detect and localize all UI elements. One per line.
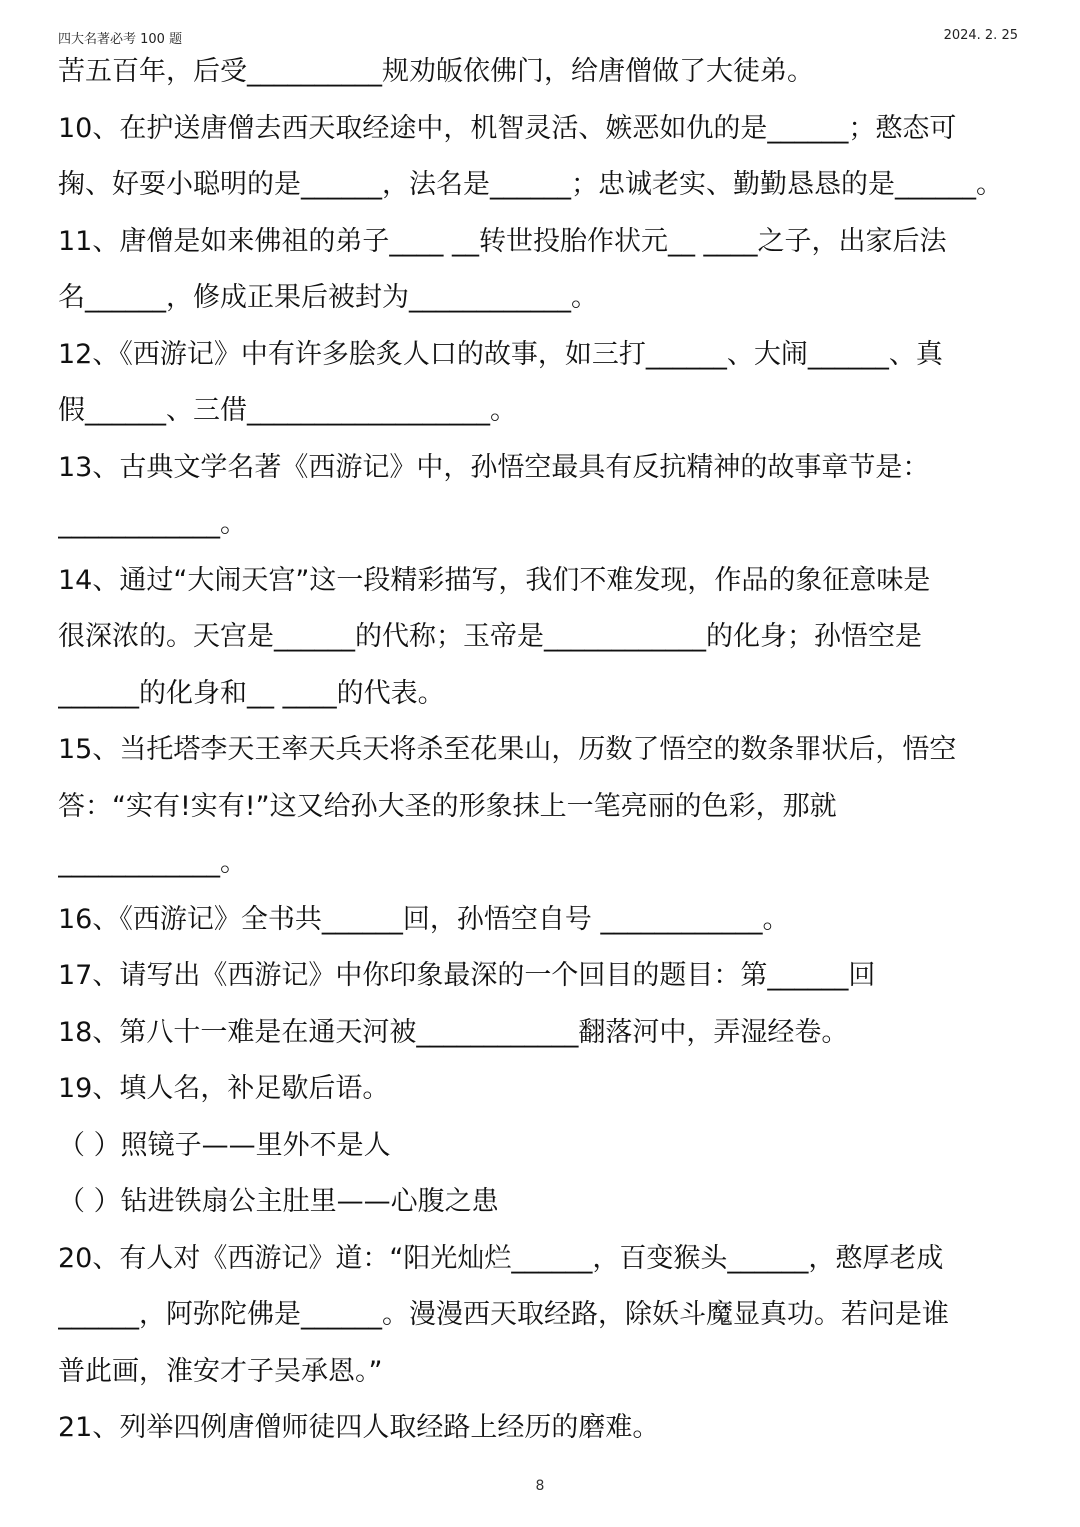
answer-blank-line: ____________。: [58, 847, 247, 878]
xiehouyu-item: （ ）钻进铁扇公主肚里——心腹之患: [58, 1186, 499, 1217]
question-17-line: 17、请写出《西游记》中你印象最深的一个回目的题目：第______回: [58, 960, 876, 991]
question-15-line: 15、当托塔李天王率天兵天将杀至花果山，历数了悟空的数条罪状后，悟空: [58, 734, 957, 765]
question-10-line: 10、在护送唐僧去西天取经途中，机智灵活、嫉恶如仇的是______；憨态可: [58, 112, 957, 144]
question-body: [58, 44, 1033, 1457]
question-19-line: 19、填人名，补足歇后语。: [58, 1073, 390, 1104]
question-12-line: 12、《西游记》中有许多脍炙人口的故事，如三打______、大闹______、真: [58, 338, 943, 370]
text-line: 名______，修成正果后被封为____________。: [58, 282, 598, 313]
question-18-line: 18、第八十一难是在通天河被____________翻落河中，弄湿经卷。: [58, 1016, 849, 1048]
question-16-line: 16、《西游记》全书共______回，孙悟空自号 ____________。: [58, 903, 790, 935]
question-13-line: 13、古典文学名著《西游记》中，孙悟空最具有反抗精神的故事章节是：: [58, 451, 930, 483]
question-11-line: 11、唐僧是如来佛祖的弟子____ __转世投胎作状元__ ____之子，出家后法: [58, 225, 947, 257]
xiehouyu-item: （ ）照镜子——里外不是人: [58, 1129, 391, 1161]
question-14-line: 14、通过“大闹天宫”这一段精彩描写，我们不难发现，作品的象征意味是: [58, 564, 931, 596]
text-line: ______的化身和__ ____的代表。: [58, 677, 445, 709]
document-date: 2024. 2. 25: [943, 28, 1018, 43]
document-title: 四大名著必考 100 题: [58, 32, 183, 47]
text-line: 答：“实有!实有!”这又给孙大圣的形象抹上一笔亮丽的色彩，那就: [58, 790, 837, 822]
text-line: ______，阿弥陀佛是______。漫漫西天取经路，除妖斗魔显真功。若问是谁: [58, 1299, 949, 1330]
text-line: 假______、三借__________________。: [58, 395, 517, 426]
page-number: 8: [535, 1478, 545, 1494]
text-line: 苦五百年，后受__________规劝皈依佛门，给唐僧做了大徒弟。: [58, 56, 814, 87]
text-line: 掬、好耍小聪明的是______，法名是______；忠诚老实、勤勤恳恳的是______。: [58, 169, 1003, 200]
question-21-line: 21、列举四例唐僧师徒四人取经路上经历的磨难。: [58, 1412, 660, 1443]
question-20-line: 20、有人对《西游记》道：“阳光灿烂______，百变猴头______，憨厚老成: [58, 1242, 944, 1274]
text-line: 普此画，淮安才子吴承恩。”: [58, 1355, 383, 1387]
answer-blank-line: ____________。: [58, 508, 247, 539]
text-line: 很深浓的。天宫是______的代称；玉帝是____________的化身；孙悟空是: [58, 621, 922, 652]
